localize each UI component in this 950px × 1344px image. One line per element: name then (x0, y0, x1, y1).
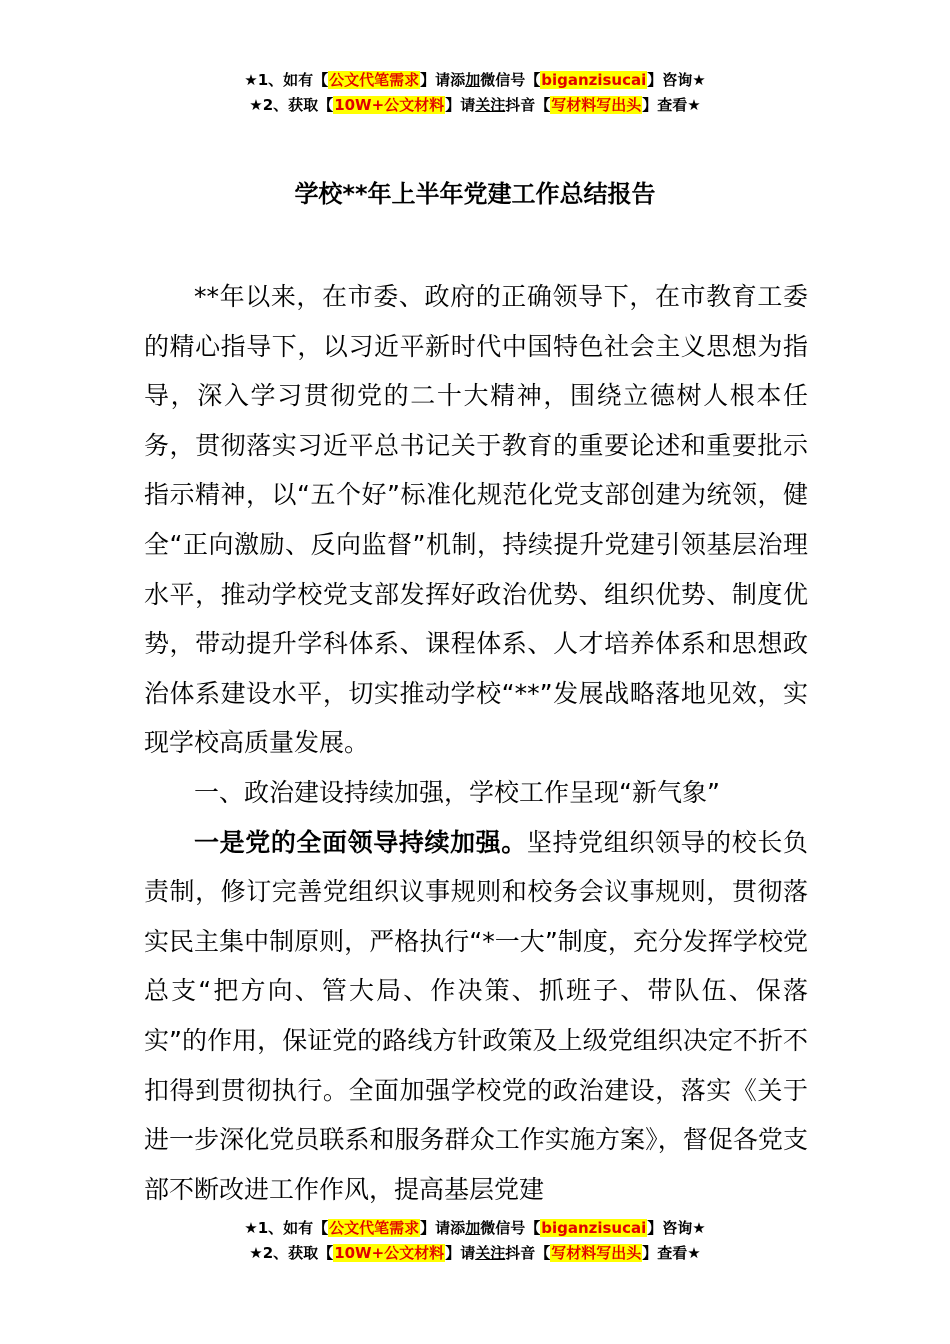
highlight-text: 10W+公文材料 (334, 96, 445, 114)
highlight-text: 公文代笔需求 (329, 1219, 420, 1237)
promo-text: 】查看★ (642, 96, 701, 114)
paragraph-text: 坚持党组织领导的校长负责制，修订完善党组织议事规则和校务会议事规则，贯彻落实民主集中制原则，严格执行“*一大”制度，充分发挥学校党总支“把方向、管大局、作决策、抓班子、带队伍、保落实”的作用，保证党的路线方针政策及上级党组织决定不折不扣得到贯彻执行。全面加强学校党的政治建设，落实《关于进一步深化党员联系和服务群众工作实施方案》，督促各党支部不断改进工作作风，提高基层党建 (144, 827, 808, 1204)
body-paragraph (144, 818, 808, 1215)
underlined-text: 关注 (475, 96, 506, 114)
promo-banner-top (0, 68, 950, 118)
promo-text: 微信号【 (480, 71, 541, 89)
document-body (144, 272, 808, 1214)
highlight-text: biganzisucai (541, 71, 647, 89)
promo-text: ★1、如有【 (244, 1219, 329, 1237)
promo-text: 抖音【 (505, 1244, 551, 1262)
promo-text: ★2、获取【 (249, 1244, 334, 1262)
intro-paragraph: **年以来，在市委、政府的正确领导下，在市教育工委的精心指导下，以习近平新时代中国特色社会主义思想为指导，深入学习贯彻党的二十大精神，围绕立德树人根本任务，贯彻落实习近平总书记关于教育的重要论述和重要批示指示精神，以“五个好”标准化规范化党支部创建为统领，健全“正向激励、反向监督”机制，持续提升党建引领基层治理水平，推动学校党支部发挥好政治优势、组织优势、制度优势，带动提升学科体系、课程体系、人才培养体系和思想政治体系建设水平，切实推动学校“**”发展战略落地见效，实现学校高质量发展。 (144, 282, 808, 758)
promo-line-1 (0, 68, 950, 93)
highlight-text: 10W+公文材料 (334, 1244, 445, 1262)
document-title: 学校**年上半年党建工作总结报告 (294, 180, 656, 208)
promo-text: ★1、如有【 (244, 71, 329, 89)
highlight-text: biganzisucai (541, 1219, 647, 1237)
promo-line-1 (0, 1216, 950, 1241)
promo-text: 】请 (445, 96, 476, 114)
underlined-text: 加 (465, 1219, 481, 1237)
underlined-text: 加 (465, 71, 481, 89)
paragraph-lead: 一是党的全面领导持续加强。 (194, 827, 527, 857)
promo-text: 抖音【 (505, 96, 551, 114)
promo-text: 】请 (445, 1244, 476, 1262)
promo-line-2 (0, 1241, 950, 1266)
promo-text: 】咨询★ (647, 1219, 706, 1237)
underlined-text: 关注 (475, 1244, 506, 1262)
promo-text: 】请添 (420, 1219, 466, 1237)
highlight-text: 公文代笔需求 (329, 71, 420, 89)
section-heading: 一、政治建设持续加强，学校工作呈现“新气象” (194, 777, 720, 807)
highlight-text: 写材料写出头 (551, 1244, 642, 1262)
highlight-text: 写材料写出头 (551, 96, 642, 114)
promo-line-2 (0, 93, 950, 118)
promo-text: 】请添 (420, 71, 466, 89)
promo-text: ★2、获取【 (249, 96, 334, 114)
promo-text: 】咨询★ (647, 71, 706, 89)
promo-banner-bottom (0, 1216, 950, 1266)
promo-text: 】查看★ (642, 1244, 701, 1262)
promo-text: 微信号【 (480, 1219, 541, 1237)
